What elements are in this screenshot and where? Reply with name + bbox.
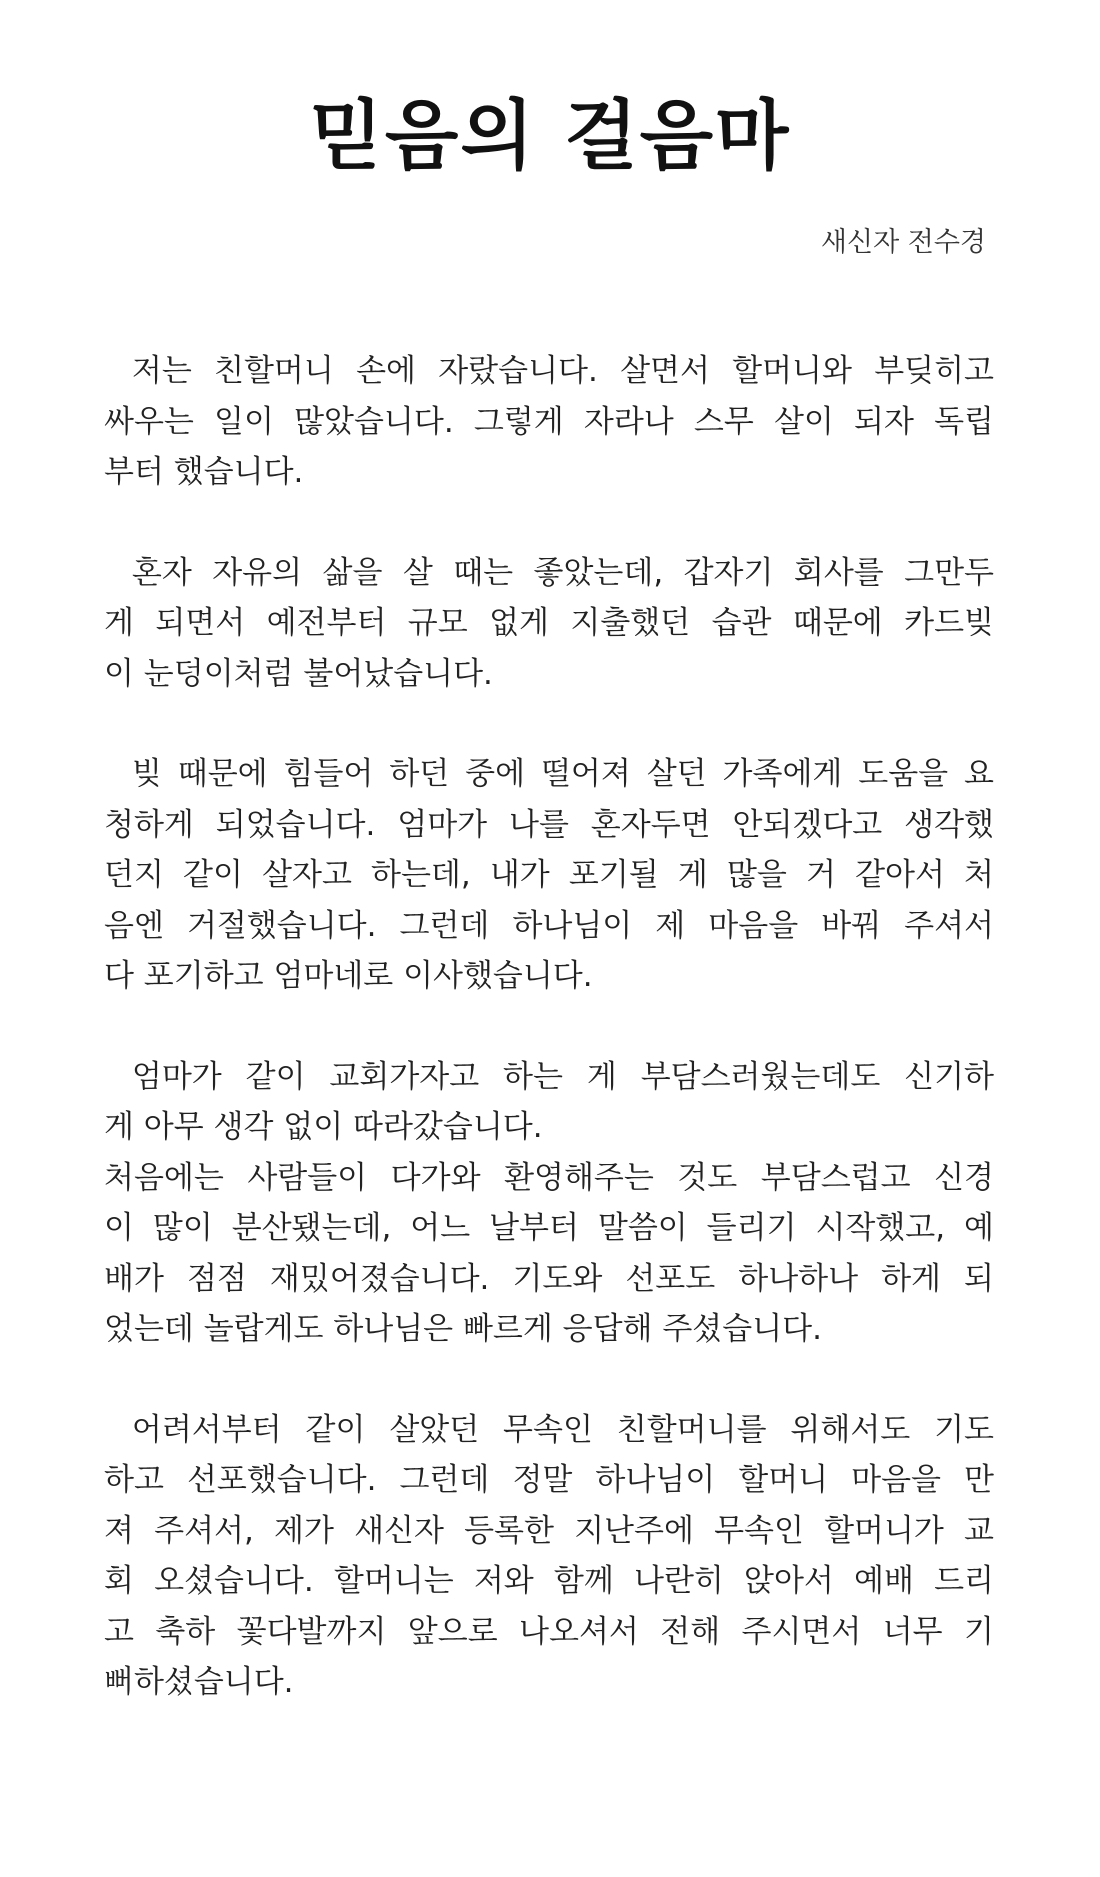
text-line: 이 많이 분산됐는데, 어느 날부터 말씀이 들리기 시작했고, 예 (104, 1210, 994, 1246)
text-line: 청하게 되었습니다. 엄마가 나를 혼자두면 안되겠다고 생각했 (104, 806, 994, 843)
text-line: 게 되면서 예전부터 규모 없게 지출했던 습관 때문에 카드빚 (104, 605, 994, 641)
text-line: 빚 때문에 힘들어 하던 중에 떨어져 살던 가족에게 도움을 요 (131, 756, 994, 792)
text-line: 져 주셔서, 제가 새신자 등록한 지난주에 무속인 할머니가 교 (104, 1512, 994, 1549)
paragraph (104, 749, 994, 1002)
text-line: 다 포기하고 엄마네로 이사했습니다. (104, 958, 593, 994)
text-line: 던지 같이 살자고 하는데, 내가 포기될 게 많을 거 같아서 처 (104, 857, 994, 893)
text-line: 게 아무 생각 없이 따라갔습니다. (104, 1109, 543, 1145)
text-line: 저는 친할머니 손에 자랐습니다. 살면서 할머니와 부딪히고 (131, 353, 994, 389)
paragraph (104, 346, 994, 498)
text-line: 뻐하셨습니다. (104, 1664, 294, 1700)
text-line: 어려서부터 같이 살았던 무속인 친할머니를 위해서도 기도 (131, 1411, 994, 1448)
text-line: 싸우는 일이 많았습니다. 그렇게 자라나 스무 살이 되자 독립 (104, 403, 994, 440)
text-line: 회 오셨습니다. 할머니는 저와 함께 나란히 앉아서 예배 드리 (104, 1563, 994, 1599)
article-body (104, 346, 994, 1758)
paragraph (104, 1052, 994, 1355)
text-line: 엄마가 같이 교회가자고 하는 게 부담스러웠는데도 신기하 (131, 1058, 994, 1095)
paragraph (104, 548, 994, 700)
text-line: 고 축하 꽃다발까지 앞으로 나오셔서 전해 주시면서 너무 기 (104, 1613, 994, 1650)
text-line: 혼자 자유의 삶을 살 때는 좋았는데, 갑자기 회사를 그만두 (131, 554, 994, 591)
text-line: 부터 했습니다. (104, 454, 304, 490)
text-line: 이 눈덩이처럼 불어났습니다. (104, 655, 493, 692)
text-line: 처음에는 사람들이 다가와 환영해주는 것도 부담스럽고 신경 (104, 1159, 994, 1196)
text-line: 하고 선포했습니다. 그런데 정말 하나님이 할머니 마음을 만 (104, 1462, 994, 1498)
paragraph (104, 1405, 994, 1708)
page-title: 믿음의 걸음마 (309, 91, 791, 180)
text-line: 배가 점점 재밌어졌습니다. 기도와 선포도 하나하나 하게 되 (104, 1260, 994, 1297)
text-line: 음엔 거절했습니다. 그런데 하나님이 제 마음을 바꿔 주셔서 (104, 907, 994, 944)
author-byline: 새신자 전수경 (820, 227, 986, 258)
text-line: 었는데 놀랍게도 하나님은 빠르게 응답해 주셨습니다. (104, 1311, 822, 1347)
